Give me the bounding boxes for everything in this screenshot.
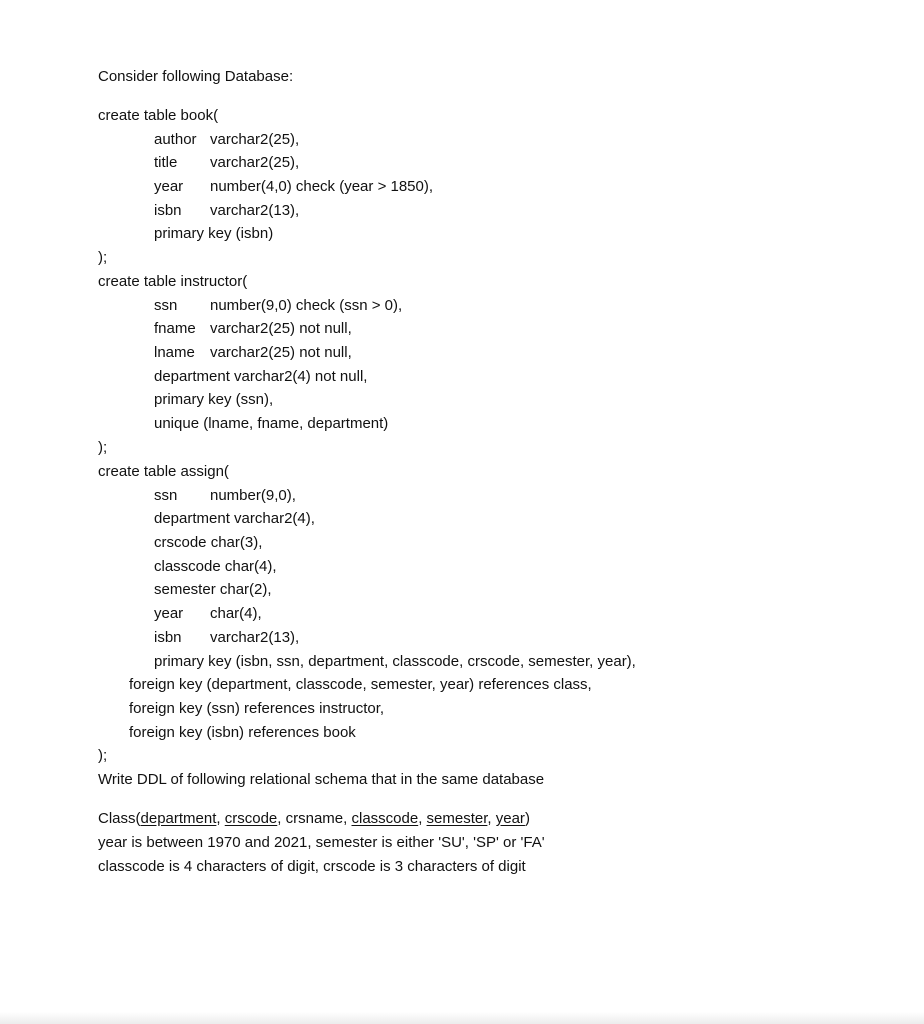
instructor-column-ssn (154, 296, 403, 316)
column-name: isbn (154, 629, 182, 646)
book-column-year (154, 177, 434, 197)
assign-column-department: department varchar2(4), (154, 510, 315, 527)
column-name: author (154, 131, 197, 148)
assign-column-year (154, 604, 262, 624)
column-name: isbn (154, 202, 182, 219)
instructor-unique: unique (lname, fname, department) (154, 415, 389, 432)
assign-column-crscode: crscode char(3), (154, 534, 263, 551)
constraint-line: classcode is 4 characters of digit, crscode is 3 characters of digit (98, 858, 526, 875)
column-type: number(4,0) check (year > 1850), (210, 178, 434, 195)
column-name: title (154, 154, 178, 171)
column-name: lname (154, 344, 195, 361)
instructor-create-line: create table instructor( (98, 273, 248, 290)
column-type: varchar2(25), (210, 131, 300, 148)
book-column-title (154, 153, 300, 173)
assign-create-line: create table assign( (98, 463, 229, 480)
schema-attr-crsname: crsname (285, 810, 344, 827)
column-type: varchar2(25) not null, (210, 344, 352, 361)
assign-primary-key: primary key (isbn, ssn, department, classcode, crscode, semester, year), (154, 653, 636, 670)
column-name: year (154, 178, 184, 195)
instructor-close: ); (98, 439, 108, 456)
schema-key-semester: semester (426, 810, 488, 827)
assign-column-ssn (154, 486, 296, 506)
schema-key-year: year (495, 810, 525, 827)
column-name: ssn (154, 297, 178, 314)
column-type: varchar2(13), (210, 629, 300, 646)
column-type: varchar2(13), (210, 202, 300, 219)
instructor-column-department: department varchar2(4) not null, (154, 368, 368, 385)
schema-separator: , (418, 810, 427, 827)
task-text: Write DDL of following relational schema that in the same database (98, 771, 545, 788)
book-column-author (154, 130, 300, 150)
schema-prefix: Class( (98, 810, 141, 827)
assign-column-isbn (154, 628, 300, 648)
column-type: char(4), (210, 605, 262, 622)
book-create-line: create table book( (98, 107, 219, 124)
schema-key-crscode: crscode (224, 810, 278, 827)
instructor-column-lname (154, 343, 352, 363)
column-name: ssn (154, 487, 178, 504)
assign-column-semester: semester char(2), (154, 581, 272, 598)
schema-key-classcode: classcode (351, 810, 419, 827)
assign-foreign-key: foreign key (ssn) references instructor, (129, 700, 385, 717)
assign-close: ); (98, 747, 108, 764)
instructor-column-fname (154, 319, 352, 339)
column-name: fname (154, 320, 196, 337)
book-primary-key: primary key (isbn) (154, 225, 274, 242)
column-type: varchar2(25), (210, 154, 300, 171)
book-column-isbn (154, 201, 300, 221)
schema-separator: , (216, 810, 225, 827)
column-name: year (154, 605, 184, 622)
schema-suffix: ) (524, 810, 530, 827)
class-schema (98, 809, 530, 829)
column-type: number(9,0), (210, 487, 296, 504)
instructor-primary-key: primary key (ssn), (154, 391, 274, 408)
page-bottom-edge (0, 1012, 924, 1024)
schema-separator: , (343, 810, 352, 827)
schema-key-department: department (140, 810, 217, 827)
intro-text: Consider following Database: (98, 68, 294, 85)
schema-separator: , (277, 810, 286, 827)
book-close: ); (98, 249, 108, 266)
schema-separator: , (487, 810, 496, 827)
constraint-line: year is between 1970 and 2021, semester is either 'SU', 'SP' or 'FA' (98, 834, 545, 851)
column-type: number(9,0) check (ssn > 0), (210, 297, 403, 314)
assign-foreign-key: foreign key (department, classcode, semester, year) references class, (129, 676, 592, 693)
column-type: varchar2(25) not null, (210, 320, 352, 337)
assign-column-classcode: classcode char(4), (154, 558, 277, 575)
assign-foreign-key: foreign key (isbn) references book (129, 724, 356, 741)
